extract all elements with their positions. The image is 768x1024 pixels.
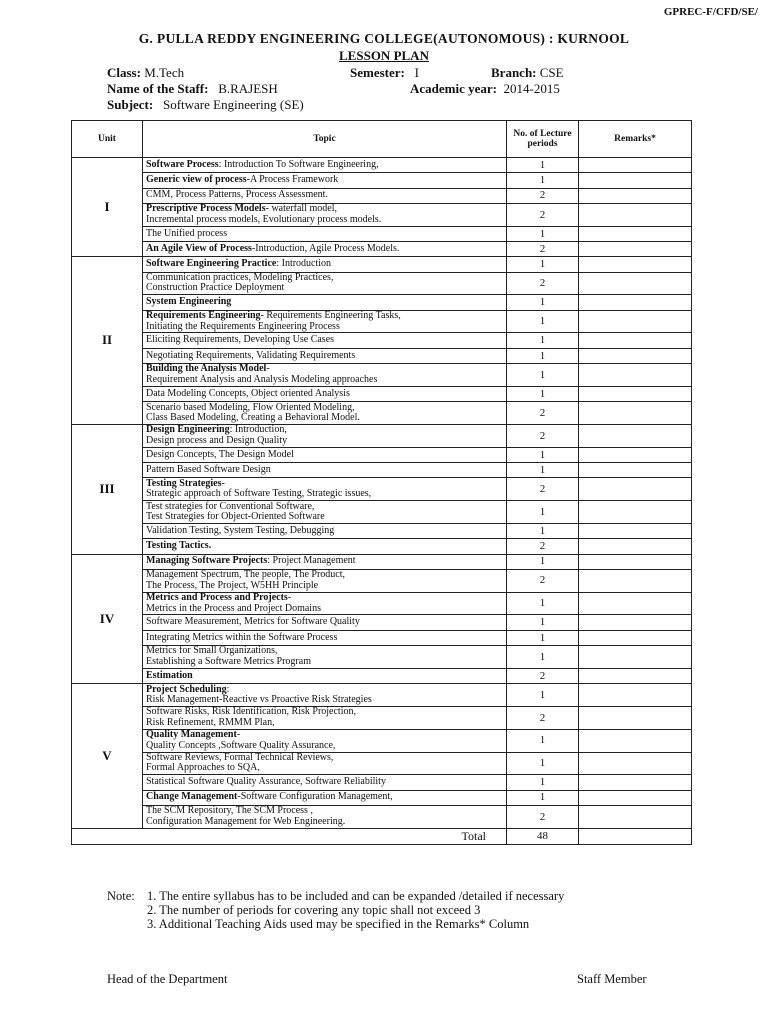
periods-cell: 1 — [507, 790, 579, 805]
topic-cell — [143, 805, 507, 828]
remarks-cell — [579, 775, 692, 790]
table-row — [72, 348, 692, 363]
remarks-cell — [579, 241, 692, 256]
topic-text: Eliciting Requirements, Developing Use Cases — [146, 334, 335, 346]
topic-heading: Generic view of process — [146, 174, 247, 186]
table-row — [72, 805, 692, 828]
note-label: Note: — [107, 889, 135, 903]
table-row — [72, 752, 692, 775]
branch-value: CSE — [539, 65, 564, 80]
periods-cell: 2 — [507, 706, 579, 729]
remarks-cell — [579, 646, 692, 669]
remarks-cell — [579, 402, 692, 425]
periods-cell: 1 — [507, 158, 579, 173]
total-row — [72, 828, 692, 844]
table-header-row — [72, 121, 692, 158]
subject-value: Software Engineering (SE) — [162, 97, 304, 112]
class-label: Class: — [107, 65, 141, 80]
remarks-cell — [579, 523, 692, 538]
total-value: 48 — [507, 828, 579, 844]
table-row — [72, 706, 692, 729]
topic-text: Design Concepts, The Design Model — [146, 448, 294, 460]
topic-cell — [143, 729, 507, 752]
periods-cell: 1 — [507, 295, 579, 310]
staff-field — [107, 81, 278, 97]
topic-cell — [143, 478, 507, 501]
topic-text: Validation Testing, System Testing, Debugging — [146, 524, 335, 536]
topic-text: -A Process Framework — [246, 174, 339, 186]
topic-heading: Managing Software Projects — [146, 555, 268, 567]
remarks-cell — [579, 569, 692, 592]
topic-cell — [143, 364, 507, 387]
table-row — [72, 592, 692, 615]
periods-cell: 1 — [507, 501, 579, 524]
remarks-cell — [579, 188, 692, 203]
topic-text: Test strategies for Conventional Software, Test Strategies for Object-Oriented Software — [146, 500, 325, 523]
topic-cell — [143, 463, 507, 478]
topic-text: : Introduction — [276, 258, 332, 270]
periods-cell: 1 — [507, 386, 579, 401]
table-row — [72, 424, 692, 447]
periods-cell: 1 — [507, 684, 579, 707]
remarks-cell — [579, 386, 692, 401]
topic-cell — [143, 402, 507, 425]
periods-cell: 1 — [507, 615, 579, 630]
topic-heading: Testing Strategies — [146, 477, 222, 489]
topic-text: The SCM Repository, The SCM Process , Configuration Management for Web Engineering. — [146, 805, 346, 827]
table-row — [72, 790, 692, 805]
note-line: 1. The entire syllabus has to be included and can be expanded /detailed if necessary — [147, 889, 565, 903]
table-row — [72, 478, 692, 501]
periods-cell: 1 — [507, 463, 579, 478]
periods-cell: 2 — [507, 569, 579, 592]
remarks-cell — [579, 463, 692, 478]
periods-cell: 1 — [507, 173, 579, 188]
unit-cell: III — [72, 424, 143, 554]
periods-cell: 2 — [507, 539, 579, 554]
table-row — [72, 775, 692, 790]
topic-text: - Quality Concepts ,Software Quality Assurance, — [146, 729, 336, 751]
document-reference: GPREC-F/CFD/SE/ — [663, 6, 758, 18]
topic-text: - Requirement Analysis and Analysis Modeling approaches — [146, 363, 378, 385]
remarks-cell — [579, 706, 692, 729]
header-periods: No. of Lecture periods — [507, 121, 579, 158]
topic-heading: Software Process — [146, 158, 219, 170]
remarks-cell — [579, 173, 692, 188]
remarks-cell — [579, 364, 692, 387]
topic-heading: Testing Tactics. — [146, 540, 212, 552]
class-value: M.Tech — [144, 65, 185, 80]
topic-heading: Metrics and Process and Projects — [146, 592, 288, 604]
table-row — [72, 158, 692, 173]
topic-cell — [143, 501, 507, 524]
topic-heading: Change Management — [146, 791, 238, 803]
periods-cell: 1 — [507, 364, 579, 387]
topic-heading: An Agile View of Process — [146, 242, 252, 254]
topic-text: Statistical Software Quality Assurance, Software Reliability — [146, 776, 386, 788]
year-value: 2014-2015 — [503, 81, 560, 96]
branch-field — [491, 65, 564, 81]
table-row — [72, 241, 692, 256]
table-row — [72, 684, 692, 707]
topic-heading: Project Scheduling — [146, 683, 227, 695]
remarks-cell — [579, 158, 692, 173]
topic-cell — [143, 173, 507, 188]
topic-text: Software Measurement, Metrics for Software Quality — [146, 616, 360, 628]
header-unit: Unit — [72, 121, 143, 158]
table-row — [72, 554, 692, 569]
periods-cell: 2 — [507, 188, 579, 203]
note-line: 2. The number of periods for covering any topic shall not exceed 3 — [147, 903, 481, 917]
year-field — [410, 81, 560, 97]
remarks-cell — [579, 333, 692, 348]
table-row — [72, 447, 692, 462]
periods-cell: 1 — [507, 333, 579, 348]
remarks-cell — [579, 729, 692, 752]
topic-cell — [143, 272, 507, 295]
topic-cell — [143, 569, 507, 592]
topic-heading: Building the Analysis Model — [146, 363, 267, 375]
periods-cell: 1 — [507, 630, 579, 645]
table-row — [72, 295, 692, 310]
periods-cell: 1 — [507, 257, 579, 272]
topic-text: Integrating Metrics within the Software Process — [146, 631, 338, 643]
remarks-cell — [579, 630, 692, 645]
remarks-cell — [579, 501, 692, 524]
topic-text: - Metrics in the Process and Project Domains — [146, 592, 321, 614]
remarks-cell — [579, 684, 692, 707]
topic-cell — [143, 333, 507, 348]
periods-cell: 1 — [507, 554, 579, 569]
semester-value: I — [414, 65, 419, 80]
topic-heading: Prescriptive Process Models — [146, 203, 266, 215]
plan-title — [0, 48, 768, 64]
class-field — [107, 65, 184, 81]
periods-cell: 1 — [507, 752, 579, 775]
topic-heading: Design Engineering — [146, 424, 230, 436]
topic-cell — [143, 539, 507, 554]
topic-cell — [143, 684, 507, 707]
periods-cell: 2 — [507, 424, 579, 447]
college-heading: G. PULLA REDDY ENGINEERING COLLEGE(AUTONOMOUS) : KURNOOL — [138, 31, 630, 46]
header-topic: Topic — [143, 121, 507, 158]
topic-cell — [143, 615, 507, 630]
remarks-cell — [579, 554, 692, 569]
semester-field — [350, 65, 419, 81]
table-row — [72, 729, 692, 752]
remarks-cell — [579, 615, 692, 630]
periods-cell: 1 — [507, 775, 579, 790]
topic-cell — [143, 706, 507, 729]
topic-cell — [143, 668, 507, 683]
topic-cell — [143, 447, 507, 462]
topic-cell — [143, 630, 507, 645]
topic-text: -Introduction, Agile Process Models. — [251, 242, 400, 254]
remarks-cell — [579, 226, 692, 241]
topic-text: - Requirements Engineering Tasks, Initiating the Requirements Engineering Process — [146, 310, 401, 332]
year-label: Academic year: — [410, 81, 497, 96]
remarks-cell — [579, 668, 692, 683]
table-row — [72, 188, 692, 203]
table-row — [72, 257, 692, 272]
total-remarks-cell — [579, 828, 692, 844]
topic-cell — [143, 257, 507, 272]
table-row — [72, 569, 692, 592]
table-row — [72, 364, 692, 387]
topic-cell — [143, 188, 507, 203]
plan-title-text: LESSON PLAN — [339, 48, 429, 63]
table-row — [72, 173, 692, 188]
remarks-cell — [579, 447, 692, 462]
subject-label: Subject: — [107, 97, 154, 112]
periods-cell: 2 — [507, 203, 579, 226]
staff-signature-label: Staff Member — [577, 972, 647, 986]
topic-text: Negotiating Requirements, Validating Requirements — [146, 349, 356, 361]
remarks-cell — [579, 539, 692, 554]
topic-cell — [143, 523, 507, 538]
topic-text: Management Spectrum, The people, The Product, The Process, The Project, W5HH Principle — [146, 569, 346, 591]
table-row — [72, 463, 692, 478]
periods-cell: 1 — [507, 226, 579, 241]
periods-cell: 1 — [507, 310, 579, 333]
periods-cell: 2 — [507, 668, 579, 683]
periods-cell: 2 — [507, 272, 579, 295]
table-row — [72, 539, 692, 554]
topic-text: Scenario based Modeling, Flow Oriented Modeling, Class Based Modeling, Creating a Behavioral Model. — [146, 401, 360, 424]
topic-text: Pattern Based Software Design — [146, 463, 271, 475]
topic-text: : Risk Management-Reactive vs Proactive Risk Strategies — [146, 683, 372, 705]
table-row — [72, 386, 692, 401]
subject-field — [107, 97, 304, 113]
topic-cell — [143, 241, 507, 256]
topic-text: - waterfall model, Incremental process models, Evolutionary process models. — [146, 203, 382, 225]
topic-text: Communication practices, Modeling Practices, Construction Practice Deployment — [146, 271, 334, 294]
table-row — [72, 203, 692, 226]
table-row — [72, 310, 692, 333]
unit-cell: I — [72, 158, 143, 257]
topic-cell — [143, 592, 507, 615]
remarks-cell — [579, 295, 692, 310]
table-row — [72, 501, 692, 524]
note-lines — [147, 889, 564, 931]
semester-label: Semester: — [350, 65, 405, 80]
remarks-cell — [579, 592, 692, 615]
topic-cell — [143, 386, 507, 401]
table-row — [72, 646, 692, 669]
topic-cell — [143, 203, 507, 226]
topic-cell — [143, 424, 507, 447]
total-label: Total — [72, 828, 507, 844]
note-line: 3. Additional Teaching Aids used may be specified in the Remarks* Column — [147, 917, 530, 931]
hod-signature-label: Head of the Department — [107, 972, 228, 986]
note-section — [107, 889, 565, 931]
remarks-cell — [579, 478, 692, 501]
topic-heading: Quality Management — [146, 729, 237, 741]
topic-cell — [143, 775, 507, 790]
periods-cell: 2 — [507, 478, 579, 501]
table-body — [72, 158, 692, 845]
table-row — [72, 630, 692, 645]
topic-cell — [143, 348, 507, 363]
topic-text: The Unified process — [146, 227, 228, 239]
table-row — [72, 272, 692, 295]
periods-cell: 2 — [507, 402, 579, 425]
topic-text: : Introduction, Design process and Design Quality — [146, 424, 288, 446]
remarks-cell — [579, 310, 692, 333]
header-remarks: Remarks* — [579, 121, 692, 158]
table-row — [72, 226, 692, 241]
topic-cell — [143, 752, 507, 775]
topic-text: - Strategic approach of Software Testing, Strategic issues, — [146, 477, 372, 500]
topic-heading: Estimation — [146, 669, 193, 681]
lesson-plan-table — [71, 120, 692, 845]
remarks-cell — [579, 348, 692, 363]
remarks-cell — [579, 752, 692, 775]
topic-cell — [143, 158, 507, 173]
topic-text: CMM, Process Patterns, Process Assessment. — [146, 189, 328, 201]
topic-text: Metrics for Small Organizations, Establishing a Software Metrics Program — [146, 645, 311, 667]
periods-cell: 1 — [507, 646, 579, 669]
unit-cell: II — [72, 257, 143, 425]
staff-value: B.RAJESH — [218, 81, 278, 96]
remarks-cell — [579, 257, 692, 272]
periods-cell: 1 — [507, 348, 579, 363]
periods-cell: 2 — [507, 241, 579, 256]
periods-cell: 1 — [507, 729, 579, 752]
remarks-cell — [579, 272, 692, 295]
periods-cell: 2 — [507, 805, 579, 828]
topic-cell — [143, 554, 507, 569]
topic-text: : Project Management — [267, 555, 356, 567]
topic-text: Software Reviews, Formal Technical Reviews, Formal Approaches to SQA, — [146, 751, 334, 774]
table-row — [72, 402, 692, 425]
periods-cell: 1 — [507, 592, 579, 615]
topic-heading: System Engineering — [146, 296, 232, 308]
table-row — [72, 523, 692, 538]
table-row — [72, 333, 692, 348]
topic-cell — [143, 310, 507, 333]
topic-text: Data Modeling Concepts, Object oriented Analysis — [146, 387, 350, 399]
remarks-cell — [579, 790, 692, 805]
branch-label: Branch: — [491, 65, 537, 80]
table-row — [72, 668, 692, 683]
periods-cell: 1 — [507, 523, 579, 538]
topic-text: : Introduction To Software Engineering, — [218, 158, 379, 170]
staff-label: Name of the Staff: — [107, 81, 209, 96]
unit-cell: V — [72, 684, 143, 829]
topic-cell — [143, 295, 507, 310]
topic-heading: Software Engineering Practice — [146, 258, 277, 270]
topic-heading: Requirements Engineering — [146, 310, 261, 322]
unit-cell: IV — [72, 554, 143, 684]
topic-cell — [143, 646, 507, 669]
remarks-cell — [579, 203, 692, 226]
remarks-cell — [579, 805, 692, 828]
periods-cell: 1 — [507, 447, 579, 462]
topic-cell — [143, 226, 507, 241]
table-row — [72, 615, 692, 630]
topic-cell — [143, 790, 507, 805]
remarks-cell — [579, 424, 692, 447]
topic-text: Software Risks, Risk Identification, Risk Projection, Risk Refinement, RMMM Plan, — [146, 706, 356, 728]
topic-text: -Software Configuration Management, — [237, 791, 393, 803]
